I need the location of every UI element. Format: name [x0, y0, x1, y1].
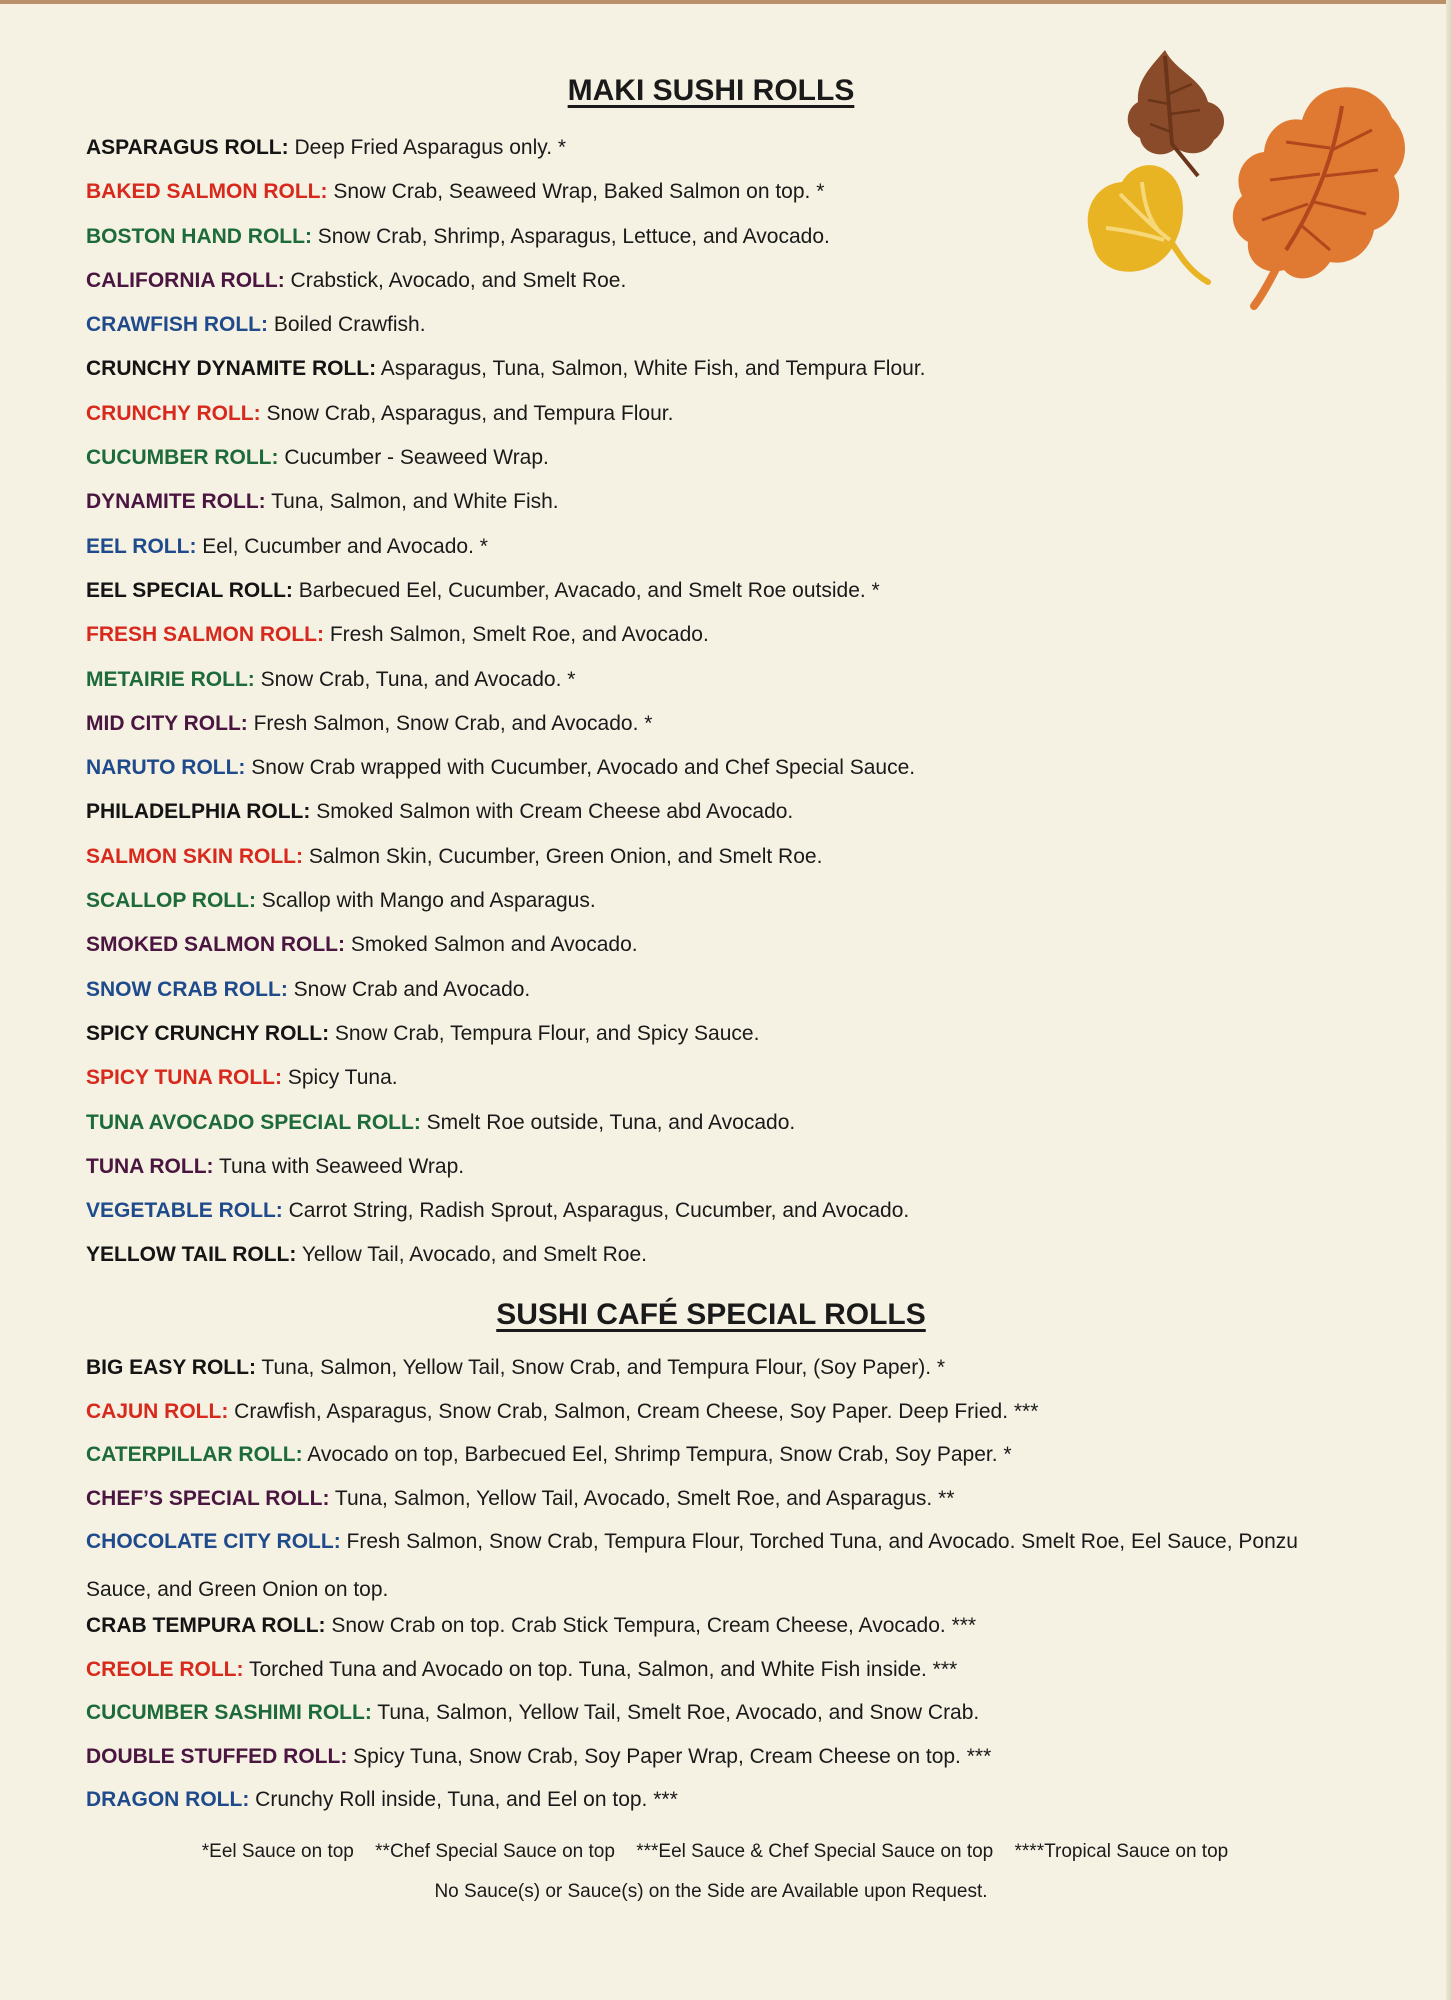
- roll-description: Tuna with Seaweed Wrap.: [213, 1154, 465, 1178]
- menu-item: [86, 400, 1336, 444]
- roll-description: Tuna, Salmon, Yellow Tail, Smelt Roe, Avocado, and Snow Crab.: [371, 1701, 980, 1724]
- roll-name: NARUTO ROLL:: [86, 756, 246, 780]
- roll-name: EEL SPECIAL ROLL:: [86, 578, 293, 602]
- roll-description: Deep Fried Asparagus only. *: [288, 136, 567, 159]
- roll-description: Snow Crab, Tempura Flour, and Spicy Sauce.: [329, 1021, 760, 1045]
- maki-section-title: MAKI SUSHI ROLLS: [567, 74, 855, 107]
- roll-name: YELLOW TAIL ROLL:: [86, 1243, 297, 1267]
- sauce-footnotes: [100, 1839, 1330, 1865]
- menu-item: [86, 1241, 1336, 1285]
- menu-item: [86, 1398, 1336, 1442]
- roll-name: CATERPILLAR ROLL:: [86, 1443, 303, 1466]
- roll-name: BIG EASY ROLL:: [86, 1356, 256, 1379]
- roll-description: Carrot String, Radish Sprout, Asparagus, Cucumber, and Avocado.: [282, 1199, 910, 1223]
- menu-item: [86, 1064, 1336, 1108]
- menu-item: [86, 1441, 1336, 1485]
- menu-item: [86, 1354, 1336, 1398]
- roll-name: BAKED SALMON ROLL:: [86, 180, 328, 204]
- roll-name: SPICY CRUNCHY ROLL:: [86, 1021, 330, 1045]
- menu-item: [86, 1699, 1336, 1743]
- roll-description: Fresh Salmon, Snow Crab, Tempura Flour, Torched Tuna, and Avocado. Smelt Roe, Eel Sauce, Ponzu Sauce, and Green Onion on top.: [86, 1530, 1298, 1601]
- footnote-tropical-sauce: ****Tropical Sauce on top: [1014, 1841, 1229, 1862]
- menu-item: [86, 488, 1336, 532]
- roll-description: Snow Crab, Tuna, and Avocado. *: [254, 667, 576, 691]
- menu-item: [86, 1153, 1336, 1197]
- page-top-edge: [0, 0, 1452, 4]
- menu-item: [86, 1656, 1336, 1700]
- special-roll-list: [86, 1354, 1336, 1830]
- menu-item: [86, 1786, 1336, 1830]
- menu-item: [86, 1020, 1336, 1064]
- roll-description: Smelt Roe outside, Tuna, and Avocado.: [420, 1110, 796, 1134]
- roll-description: Scallop with Mango and Asparagus.: [255, 889, 596, 913]
- roll-name: MID CITY ROLL:: [86, 711, 248, 735]
- roll-name: DRAGON ROLL:: [86, 1788, 250, 1811]
- menu-item: [86, 666, 1336, 710]
- menu-item: [86, 843, 1336, 887]
- roll-name: TUNA AVOCADO SPECIAL ROLL:: [86, 1110, 421, 1134]
- roll-name: ASPARAGUS ROLL:: [86, 136, 289, 159]
- menu-item: [86, 577, 1336, 621]
- menu-item: [86, 754, 1336, 798]
- menu-item: [86, 311, 1336, 355]
- roll-name: SCALLOP ROLL:: [86, 889, 256, 913]
- roll-name: CUCUMBER SASHIMI ROLL:: [86, 1701, 372, 1724]
- menu-item: [86, 1109, 1336, 1153]
- roll-description: Snow Crab wrapped with Cucumber, Avocado and Chef Special Sauce.: [245, 756, 916, 780]
- roll-name: FRESH SALMON ROLL:: [86, 623, 324, 647]
- menu-item: [86, 621, 1336, 665]
- menu-item: [86, 887, 1336, 931]
- roll-description: Salmon Skin, Cucumber, Green Onion, and Smelt Roe.: [302, 844, 823, 868]
- menu-item: [86, 1612, 1336, 1656]
- roll-description: Crunchy Roll inside, Tuna, and Eel on top. ***: [249, 1788, 678, 1811]
- menu-item: [86, 798, 1336, 842]
- roll-description: Tuna, Salmon, Yellow Tail, Snow Crab, and Tempura Flour, (Soy Paper). *: [255, 1356, 946, 1379]
- roll-description: Crawfish, Asparagus, Snow Crab, Salmon, Cream Cheese, Soy Paper. Deep Fried. ***: [228, 1399, 1039, 1423]
- roll-description: Asparagus, Tuna, Salmon, White Fish, and Tempura Flour.: [376, 357, 926, 381]
- roll-description: Fresh Salmon, Snow Crab, and Avocado. *: [247, 711, 653, 735]
- roll-name: SPICY TUNA ROLL:: [86, 1066, 283, 1090]
- roll-name: CREOLE ROLL:: [86, 1657, 244, 1681]
- menu-item: [86, 178, 1336, 222]
- menu-item: [86, 355, 1336, 399]
- roll-description: Yellow Tail, Avocado, and Smelt Roe.: [296, 1243, 647, 1267]
- footnote-eel-sauce: *Eel Sauce on top: [201, 1841, 354, 1862]
- roll-name: BOSTON HAND ROLL:: [86, 224, 312, 248]
- roll-name: SALMON SKIN ROLL:: [86, 844, 303, 868]
- menu-item: [86, 533, 1336, 577]
- roll-description: Eel, Cucumber and Avocado. *: [196, 534, 488, 558]
- special-section-title: SUSHI CAFÉ SPECIAL ROLLS: [496, 1298, 926, 1331]
- footnote-eel-chef-sauce: ***Eel Sauce & Chef Special Sauce on top: [636, 1841, 994, 1862]
- roll-name: CRAB TEMPURA ROLL:: [86, 1614, 326, 1637]
- roll-name: CRUNCHY DYNAMITE ROLL:: [86, 357, 377, 381]
- roll-description: Spicy Tuna.: [282, 1066, 398, 1090]
- roll-name: CHEF’S SPECIAL ROLL:: [86, 1486, 330, 1510]
- roll-description: Fresh Salmon, Smelt Roe, and Avocado.: [323, 623, 709, 647]
- menu-item: [86, 223, 1336, 267]
- roll-name: CHOCOLATE CITY ROLL:: [86, 1530, 341, 1553]
- menu-item: [86, 267, 1336, 311]
- roll-description: Snow Crab, Shrimp, Asparagus, Lettuce, and Avocado.: [311, 224, 830, 248]
- roll-description: Snow Crab, Seaweed Wrap, Baked Salmon on top. *: [327, 180, 825, 204]
- roll-name: METAIRIE ROLL:: [86, 667, 255, 691]
- availability-note: No Sauce(s) or Sauce(s) on the Side are Available upon Request.: [434, 1881, 988, 1902]
- roll-description: Tuna, Salmon, Yellow Tail, Avocado, Smelt Roe, and Asparagus. **: [329, 1486, 955, 1510]
- roll-description: Cucumber - Seaweed Wrap.: [278, 446, 549, 470]
- roll-name: EEL ROLL:: [86, 534, 197, 558]
- menu-item: [86, 444, 1336, 488]
- roll-name: CRAWFISH ROLL:: [86, 313, 268, 337]
- menu-item: [86, 1197, 1336, 1241]
- menu-item: [86, 931, 1336, 975]
- roll-name: CAJUN ROLL:: [86, 1399, 229, 1423]
- roll-name: PHILADELPHIA ROLL:: [86, 800, 311, 824]
- roll-name: SNOW CRAB ROLL:: [86, 977, 288, 1001]
- page-right-edge: [1446, 0, 1452, 2000]
- roll-description: Snow Crab, Asparagus, and Tempura Flour.: [260, 401, 674, 425]
- roll-name: TUNA ROLL:: [86, 1154, 214, 1178]
- menu-item: [86, 976, 1336, 1020]
- roll-name: SMOKED SALMON ROLL:: [86, 933, 345, 957]
- roll-description: Smoked Salmon and Avocado.: [344, 933, 638, 957]
- roll-description: Tuna, Salmon, and White Fish.: [265, 490, 559, 514]
- roll-name: VEGETABLE ROLL:: [86, 1199, 283, 1223]
- roll-description: Boiled Crawfish.: [267, 313, 426, 337]
- roll-name: CRUNCHY ROLL:: [86, 401, 261, 425]
- roll-description: Crabstick, Avocado, and Smelt Roe.: [284, 268, 627, 292]
- roll-description: Snow Crab and Avocado.: [287, 977, 531, 1001]
- maki-roll-list: [86, 134, 1336, 1286]
- roll-name: DYNAMITE ROLL:: [86, 490, 266, 514]
- menu-item: [86, 710, 1336, 754]
- roll-description: Spicy Tuna, Snow Crab, Soy Paper Wrap, Cream Cheese on top. ***: [347, 1744, 992, 1768]
- roll-description: Smoked Salmon with Cream Cheese abd Avocado.: [310, 800, 794, 824]
- footnote-chef-sauce: **Chef Special Sauce on top: [375, 1841, 615, 1862]
- roll-name: CALIFORNIA ROLL:: [86, 268, 285, 292]
- roll-description: Snow Crab on top. Crab Stick Tempura, Cream Cheese, Avocado. ***: [325, 1614, 977, 1637]
- menu-item: [86, 1518, 1336, 1614]
- roll-description: Torched Tuna and Avocado on top. Tuna, Salmon, and White Fish inside. ***: [243, 1657, 958, 1681]
- menu-item: [86, 1743, 1336, 1787]
- roll-description: Barbecued Eel, Cucumber, Avacado, and Smelt Roe outside. *: [292, 578, 880, 602]
- menu-item: [86, 134, 1336, 178]
- roll-name: DOUBLE STUFFED ROLL:: [86, 1744, 348, 1768]
- roll-description: Avocado on top, Barbecued Eel, Shrimp Tempura, Snow Crab, Soy Paper. *: [302, 1443, 1012, 1466]
- roll-name: CUCUMBER ROLL:: [86, 446, 279, 470]
